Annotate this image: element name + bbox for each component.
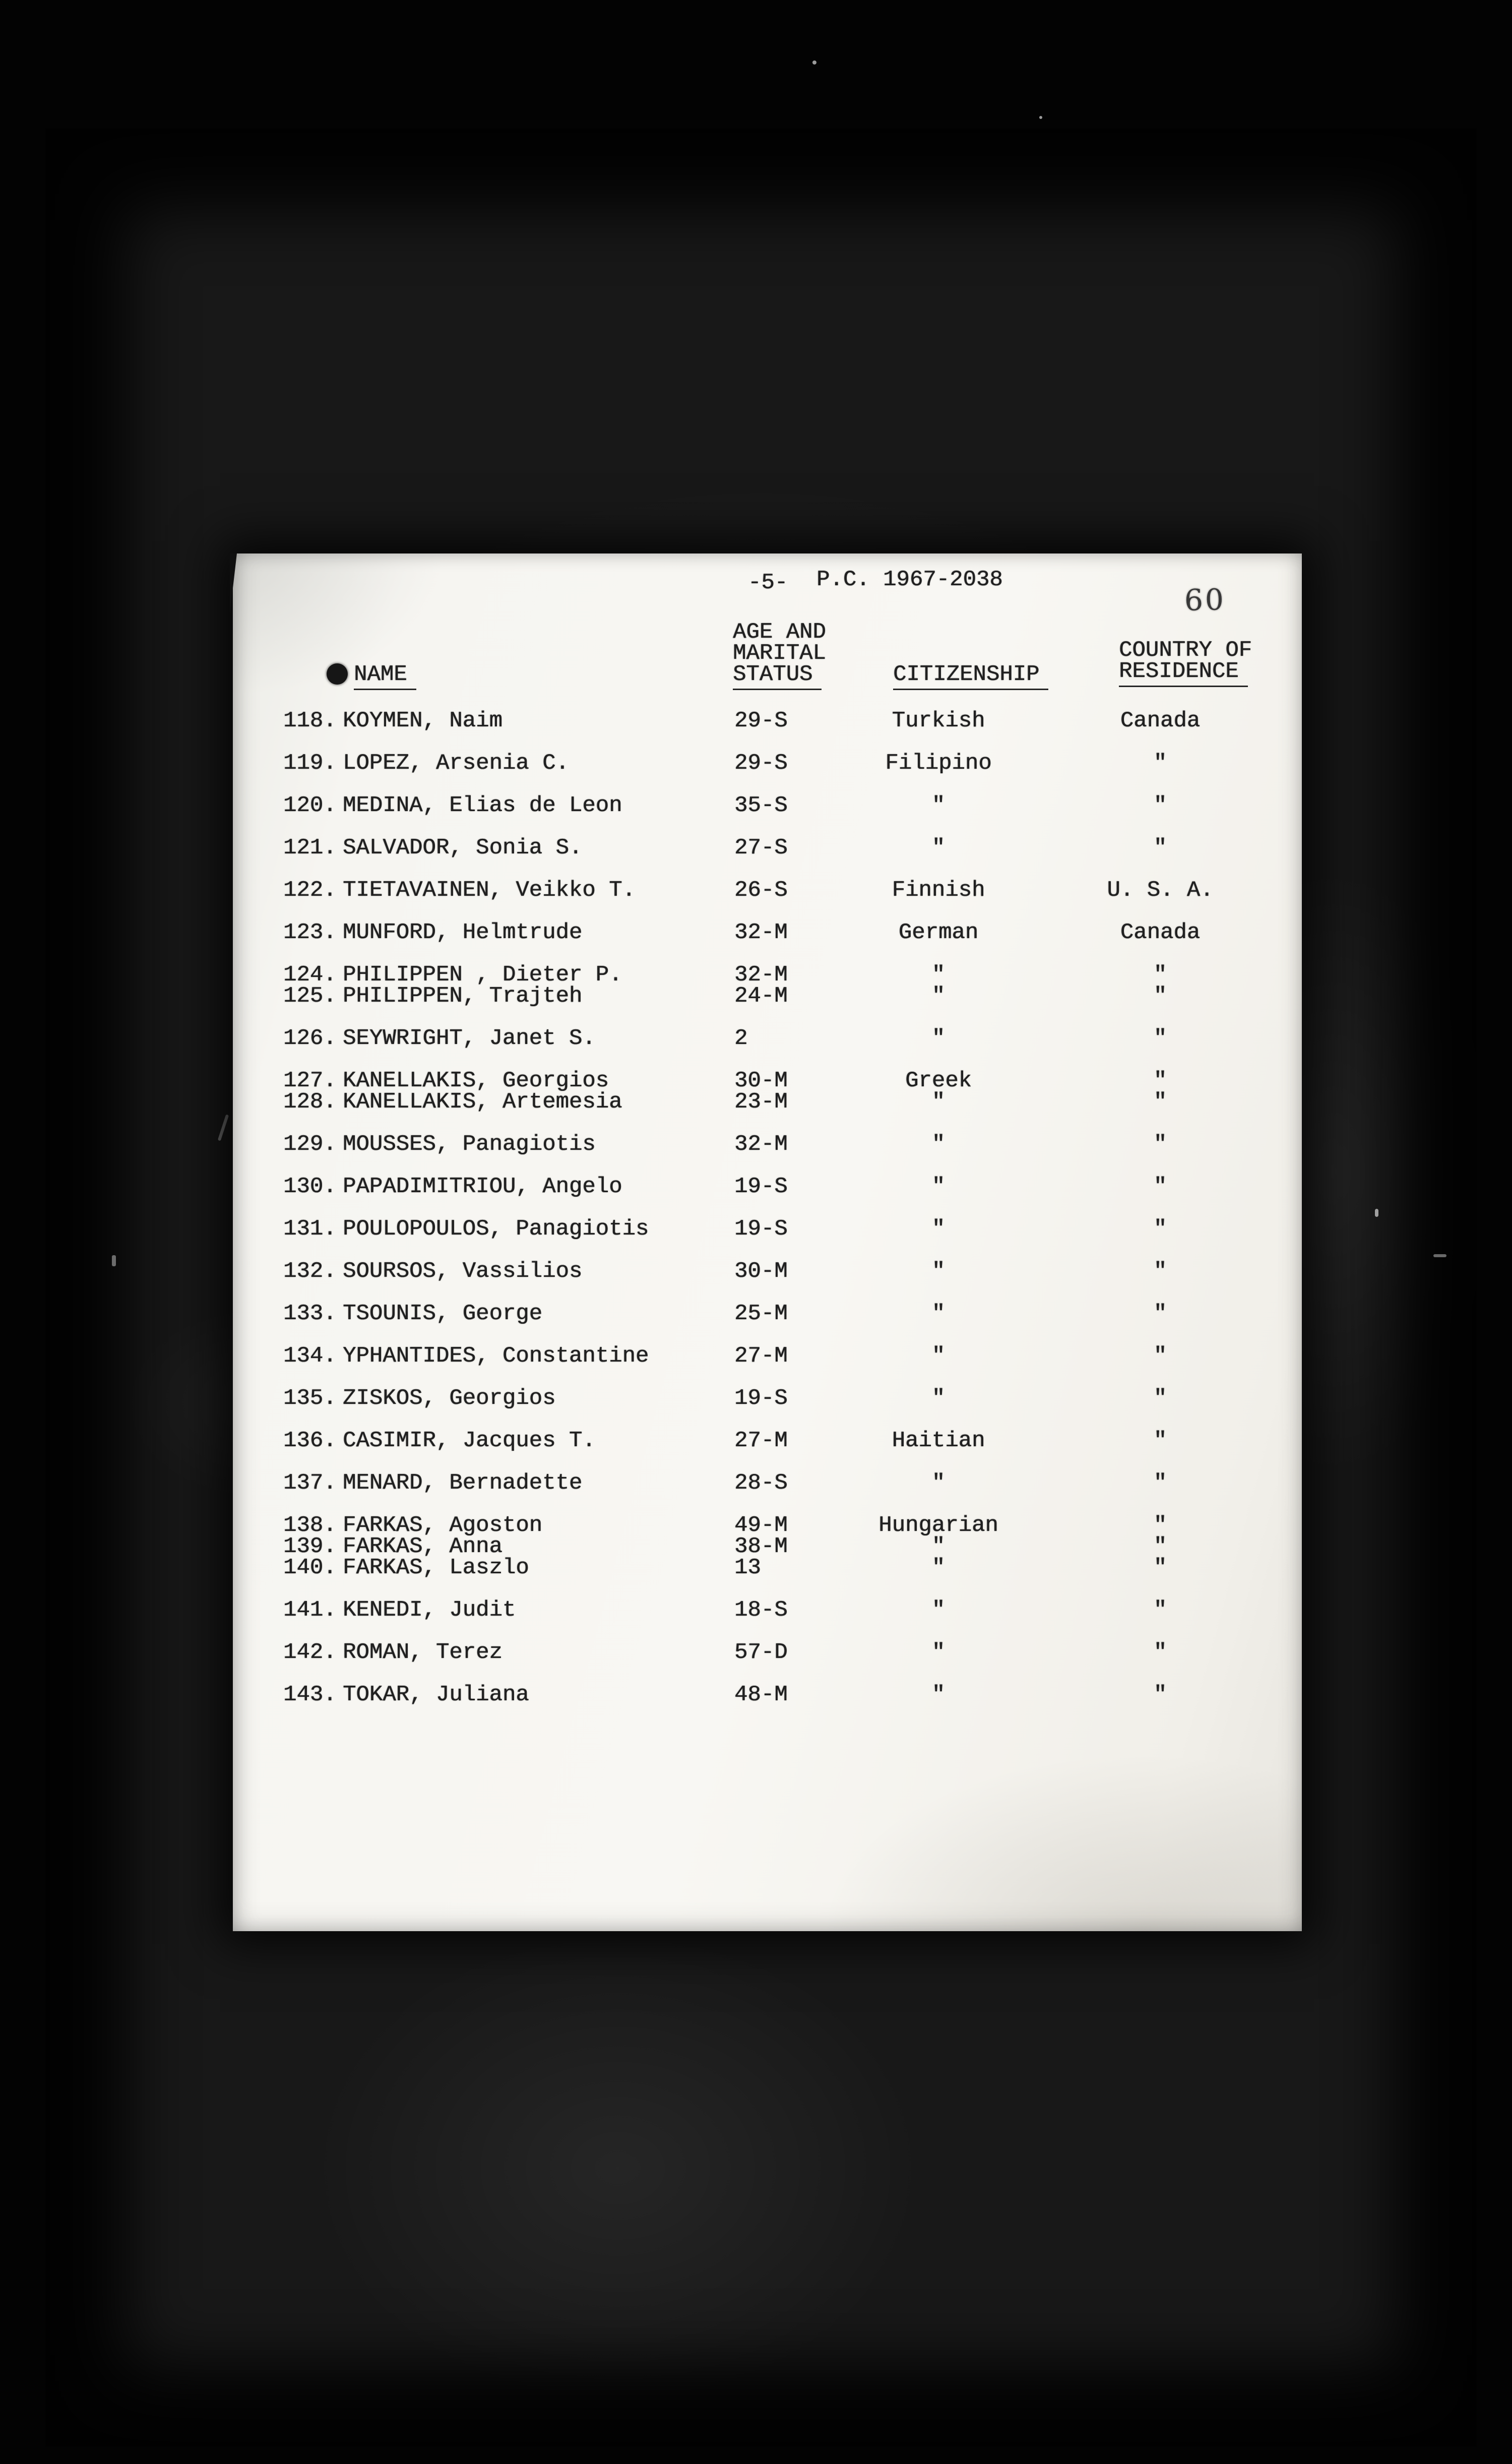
- page-number: -5-: [748, 570, 788, 595]
- row-number: 123.: [283, 920, 337, 945]
- name-cell: KENEDI, Judit: [343, 1597, 516, 1623]
- citizenship-cell: Greek: [905, 1068, 972, 1093]
- residence-cell: ": [1153, 1068, 1167, 1093]
- citizenship-cell: ": [931, 1301, 946, 1326]
- table-row: [233, 1470, 1302, 1496]
- row-number: 118.: [283, 708, 337, 733]
- citizenship-cell: Turkish: [892, 708, 985, 733]
- row-number: 121.: [283, 835, 337, 860]
- age-marital-cell: 48-M: [734, 1682, 788, 1707]
- age-marital-cell: 27-S: [734, 835, 788, 860]
- row-number: 139.: [283, 1534, 337, 1559]
- name-cell: FARKAS, Laszlo: [343, 1555, 529, 1580]
- table-row: [233, 1535, 1302, 1557]
- paper-fold: [230, 553, 237, 614]
- residence-cell: ": [1153, 751, 1167, 776]
- table-row: [233, 878, 1302, 903]
- residence-cell: ": [1153, 1513, 1167, 1538]
- film-speck: [1039, 116, 1042, 119]
- table-row: [233, 794, 1302, 816]
- citizenship-cell: ": [931, 1174, 946, 1199]
- age-marital-cell: 32-M: [734, 1132, 788, 1157]
- age-marital-cell: 27-M: [734, 1343, 788, 1369]
- age-marital-cell: 30-M: [734, 1068, 788, 1093]
- name-cell: MOUSSES, Panagiotis: [343, 1132, 596, 1157]
- column-header-age-line3: STATUS: [733, 663, 822, 686]
- age-marital-cell: 26-S: [734, 878, 788, 903]
- column-header-age-line2: MARITAL: [733, 641, 826, 666]
- age-marital-cell: 19-S: [734, 1386, 788, 1411]
- residence-cell: ": [1153, 983, 1167, 1009]
- row-number: 125.: [283, 983, 337, 1009]
- citizenship-cell: ": [931, 1597, 946, 1623]
- table-row: [233, 1070, 1302, 1091]
- table-row: [233, 1597, 1302, 1623]
- row-number: 120.: [283, 793, 337, 818]
- citizenship-cell: ": [931, 983, 946, 1009]
- age-marital-cell: 29-S: [734, 751, 788, 776]
- table-row: [233, 1386, 1302, 1411]
- residence-cell: ": [1153, 1343, 1167, 1369]
- row-number: 135.: [283, 1386, 337, 1411]
- table-row: [233, 921, 1302, 943]
- citizenship-cell: German: [898, 920, 979, 945]
- table-row: [233, 1343, 1302, 1369]
- name-cell: MUNFORD, Helmtrude: [343, 920, 583, 945]
- name-cell: KANELLAKIS, Georgios: [343, 1068, 609, 1093]
- row-number: 126.: [283, 1026, 337, 1051]
- row-number: 137.: [283, 1470, 337, 1496]
- age-marital-cell: 13: [734, 1555, 761, 1580]
- row-number: 143.: [283, 1682, 337, 1707]
- name-cell: PAPADIMITRIOU, Angelo: [343, 1174, 622, 1199]
- citizenship-cell: ": [931, 1682, 946, 1707]
- table-row: [233, 1089, 1302, 1115]
- film-scratch: [112, 1255, 116, 1266]
- name-cell: TOKAR, Juliana: [343, 1682, 529, 1707]
- age-marital-cell: 27-M: [734, 1428, 788, 1453]
- column-header-citizenship: CITIZENSHIP: [893, 663, 1048, 686]
- residence-cell: ": [1153, 1470, 1167, 1496]
- row-number: 136.: [283, 1428, 337, 1453]
- residence-cell: ": [1153, 1682, 1167, 1707]
- row-number: 141.: [283, 1597, 337, 1623]
- residence-cell: ": [1153, 1089, 1167, 1115]
- doc-number: P.C. 1967-2038: [816, 567, 1003, 592]
- film-scratch: [1433, 1254, 1446, 1257]
- residence-cell: ": [1153, 1534, 1167, 1559]
- table-row: [233, 1216, 1302, 1242]
- name-cell: POULOPOULOS, Panagiotis: [343, 1216, 649, 1242]
- table-row: [233, 751, 1302, 776]
- age-marital-cell: 29-S: [734, 708, 788, 733]
- row-number: 119.: [283, 751, 337, 776]
- table-row: [233, 962, 1302, 988]
- citizenship-cell: ": [931, 1470, 946, 1496]
- age-marital-cell: 57-D: [734, 1640, 788, 1665]
- row-number: 124.: [283, 962, 337, 988]
- table-row: [233, 837, 1302, 858]
- citizenship-cell: ": [931, 1259, 946, 1284]
- age-marital-cell: 25-M: [734, 1301, 788, 1326]
- residence-cell: ": [1153, 1555, 1167, 1580]
- records-table: [233, 710, 1302, 1705]
- citizenship-cell: Hungarian: [878, 1513, 998, 1538]
- name-cell: FARKAS, Anna: [343, 1534, 502, 1559]
- residence-cell: ": [1153, 1386, 1167, 1411]
- citizenship-cell: ": [931, 1343, 946, 1369]
- residence-cell: ": [1153, 1301, 1167, 1326]
- name-cell: YPHANTIDES, Constantine: [343, 1343, 649, 1369]
- row-number: 138.: [283, 1513, 337, 1538]
- name-cell: MEDINA, Elias de Leon: [343, 793, 622, 818]
- name-cell: LOPEZ, Arsenia C.: [343, 751, 569, 776]
- name-cell: TIETAVAINEN, Veikko T.: [343, 878, 636, 903]
- residence-cell: ": [1153, 1640, 1167, 1665]
- document-page: [233, 553, 1302, 1931]
- name-cell: PHILIPPEN , Dieter P.: [343, 962, 622, 988]
- row-number: 122.: [283, 878, 337, 903]
- name-cell: TSOUNIS, George: [343, 1301, 543, 1326]
- residence-cell: ": [1153, 1174, 1167, 1199]
- age-marital-cell: 35-S: [734, 793, 788, 818]
- film-speck: [1375, 1209, 1378, 1217]
- table-row: [233, 1513, 1302, 1538]
- age-marital-cell: 49-M: [734, 1513, 788, 1538]
- residence-cell: ": [1153, 793, 1167, 818]
- citizenship-cell: ": [931, 793, 946, 818]
- row-number: 132.: [283, 1259, 337, 1284]
- name-cell: KOYMEN, Naim: [343, 708, 502, 733]
- name-cell: MENARD, Bernadette: [343, 1470, 583, 1496]
- residence-cell: ": [1153, 1132, 1167, 1157]
- citizenship-cell: ": [931, 1555, 946, 1580]
- citizenship-cell: Filipino: [885, 751, 992, 776]
- residence-cell: Canada: [1120, 708, 1201, 733]
- citizenship-cell: ": [931, 1132, 946, 1157]
- table-row: [233, 1640, 1302, 1665]
- row-number: 140.: [283, 1555, 337, 1580]
- age-marital-cell: 23-M: [734, 1089, 788, 1115]
- column-header-name: NAME: [354, 663, 416, 686]
- name-cell: ZISKOS, Georgios: [343, 1386, 556, 1411]
- residence-cell: ": [1153, 1216, 1167, 1242]
- table-row: [233, 1303, 1302, 1324]
- table-row: [233, 1684, 1302, 1705]
- citizenship-cell: ": [931, 1640, 946, 1665]
- age-marital-cell: 30-M: [734, 1259, 788, 1284]
- name-cell: PHILIPPEN, Trajteh: [343, 983, 583, 1009]
- age-marital-cell: 18-S: [734, 1597, 788, 1623]
- name-cell: SALVADOR, Sonia S.: [343, 835, 583, 860]
- age-marital-cell: 19-S: [734, 1174, 788, 1199]
- table-row: [233, 710, 1302, 731]
- row-number: 127.: [283, 1068, 337, 1093]
- residence-cell: ": [1153, 1259, 1167, 1284]
- name-cell: CASIMIR, Jacques T.: [343, 1428, 596, 1453]
- column-header-country-line2: RESIDENCE: [1119, 660, 1248, 683]
- age-marital-cell: 24-M: [734, 983, 788, 1009]
- residence-cell: ": [1153, 835, 1167, 860]
- row-number: 133.: [283, 1301, 337, 1326]
- name-cell: KANELLAKIS, Artemesia: [343, 1089, 622, 1115]
- table-row: [233, 983, 1302, 1009]
- age-marital-cell: 32-M: [734, 920, 788, 945]
- age-marital-cell: 19-S: [734, 1216, 788, 1242]
- age-marital-cell: 2: [734, 1026, 748, 1051]
- residence-cell: ": [1153, 1597, 1167, 1623]
- table-row: [233, 1259, 1302, 1284]
- table-row: [233, 1132, 1302, 1157]
- page-stamp: 60: [1184, 582, 1226, 618]
- name-cell: FARKAS, Agoston: [343, 1513, 543, 1538]
- citizenship-cell: ": [931, 1216, 946, 1242]
- table-row: [233, 1027, 1302, 1049]
- name-cell: SOURSOS, Vassilios: [343, 1259, 583, 1284]
- residence-cell: ": [1153, 962, 1167, 988]
- age-marital-cell: 28-S: [734, 1470, 788, 1496]
- table-row: [233, 1176, 1302, 1197]
- row-number: 142.: [283, 1640, 337, 1665]
- name-cell: SEYWRIGHT, Janet S.: [343, 1026, 596, 1051]
- column-header-age-line1: AGE AND: [733, 620, 826, 645]
- age-marital-cell: 32-M: [734, 962, 788, 988]
- residence-cell: U. S. A.: [1107, 878, 1214, 903]
- row-number: 131.: [283, 1216, 337, 1242]
- citizenship-cell: ": [931, 1534, 946, 1559]
- citizenship-cell: Haitian: [892, 1428, 985, 1453]
- table-row: [233, 1557, 1302, 1578]
- citizenship-cell: ": [931, 962, 946, 988]
- row-number: 130.: [283, 1174, 337, 1199]
- column-header-country-line1: COUNTRY OF: [1119, 638, 1252, 663]
- citizenship-cell: ": [931, 1026, 946, 1051]
- citizenship-cell: Finnish: [892, 878, 985, 903]
- name-cell: ROMAN, Terez: [343, 1640, 502, 1665]
- table-row: [233, 1430, 1302, 1451]
- residence-cell: Canada: [1120, 920, 1201, 945]
- citizenship-cell: ": [931, 835, 946, 860]
- film-speck: [812, 60, 816, 65]
- age-marital-cell: 38-M: [734, 1534, 788, 1559]
- residence-cell: ": [1153, 1026, 1167, 1051]
- row-number: 129.: [283, 1132, 337, 1157]
- residence-cell: ": [1153, 1428, 1167, 1453]
- citizenship-cell: ": [931, 1089, 946, 1115]
- row-number: 134.: [283, 1343, 337, 1369]
- row-number: 128.: [283, 1089, 337, 1115]
- ink-blot: [327, 663, 348, 685]
- citizenship-cell: ": [931, 1386, 946, 1411]
